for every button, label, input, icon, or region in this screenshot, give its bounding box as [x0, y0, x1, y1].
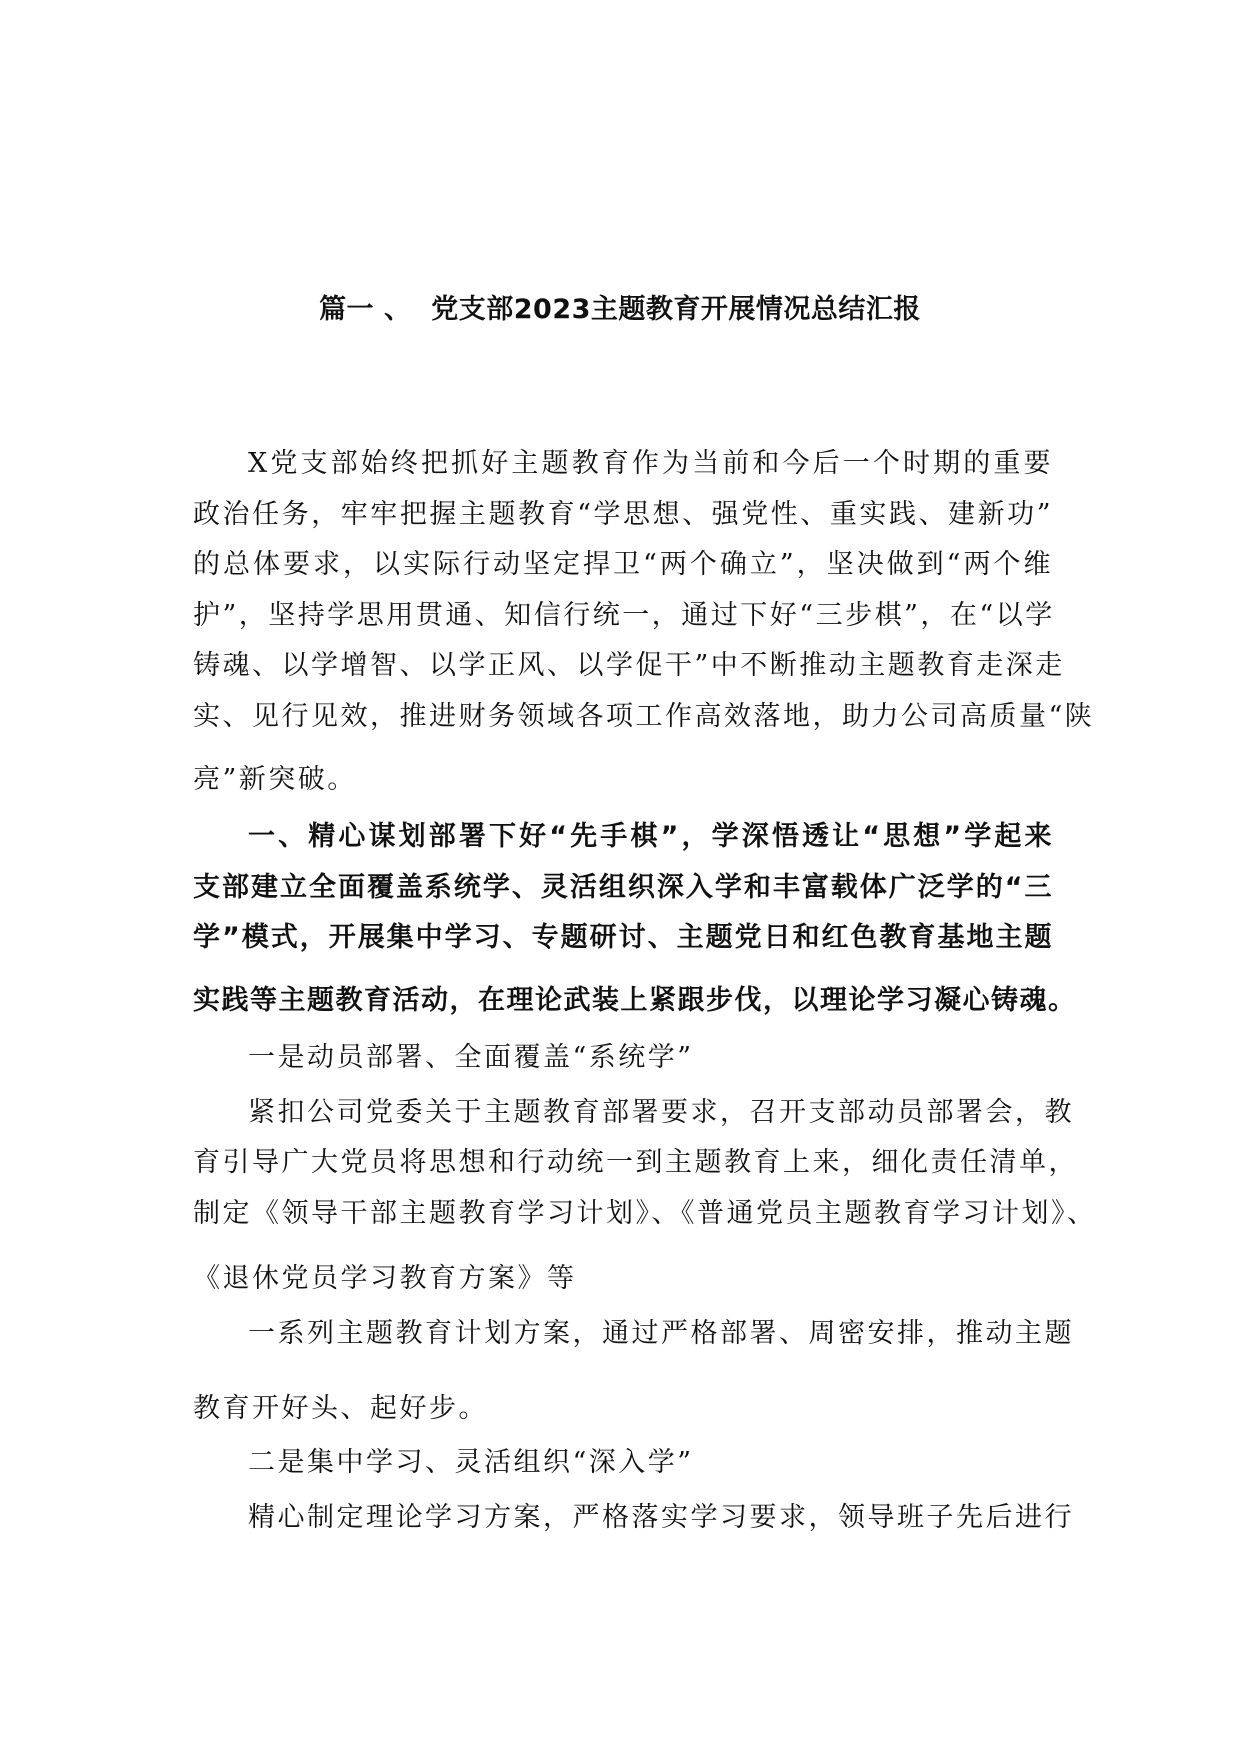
body-line: 教育开好头、起好步。 [193, 1393, 488, 1424]
document-title: 篇一 、 党支部2023主题教育开展情况总结汇报 [319, 294, 921, 325]
sub-heading-line: 二是集中学习、灵活组织“深入学” [248, 1447, 694, 1478]
section-heading-line: 实践等主题教育活动，在理论武装上紧跟步伐，以理论学习凝心铸魂。 [193, 985, 1077, 1016]
body-line: 政治任务，牢牢把握主题教育“学思想、强党性、重实践、建新功” [193, 499, 1053, 530]
body-line: X党支部始终把抓好主题教育作为当前和今后一个时期的重要 [248, 448, 1053, 479]
body-line: 育引导广大党员将思想和行动统一到主题教育上来，细化责任清单， [193, 1147, 1078, 1178]
body-line: 铸魂、以学增智、以学正风、以学促干”中不断推动主题教育走深走 [193, 650, 1065, 681]
sub-heading-line: 一是动员部署、全面覆盖“系统学” [248, 1042, 694, 1073]
body-line: 一系列主题教育计划方案，通过严格部署、周密安排，推动主题 [248, 1318, 1074, 1349]
section-heading-line: 一、精心谋划部署下好“先手棋”，学深悟透让“思想”学起来 [248, 821, 1053, 852]
body-line: 护”，坚持学思用贯通、知信行统一，通过下好“三步棋”，在“以学 [193, 600, 1055, 631]
body-line: 《退休党员学习教育方案》等 [193, 1263, 577, 1294]
body-line: 的总体要求，以实际行动坚定捍卫“两个确立”，坚决做到“两个维 [193, 549, 1053, 580]
body-line: 亮”新突破。 [193, 764, 357, 795]
section-heading-line: 支部建立全面覆盖系统学、灵活组织深入学和丰富载体广泛学的“三 [193, 872, 1053, 903]
body-line: 实、见行见效，推进财务领域各项工作高效落地，助力公司高质量“陕 [193, 701, 1095, 732]
section-heading-line: 学”模式，开展集中学习、专题研讨、主题党日和红色教育基地主题 [193, 922, 1053, 953]
body-line: 制定《领导干部主题教育学习计划》、《普通党员主题教育学习计划》、 [193, 1198, 1097, 1229]
body-line: 精心制定理论学习方案，严格落实学习要求，领导班子先后进行 [248, 1502, 1074, 1533]
body-line: 紧扣公司党委关于主题教育部署要求，召开支部动员部署会，教 [248, 1097, 1074, 1128]
